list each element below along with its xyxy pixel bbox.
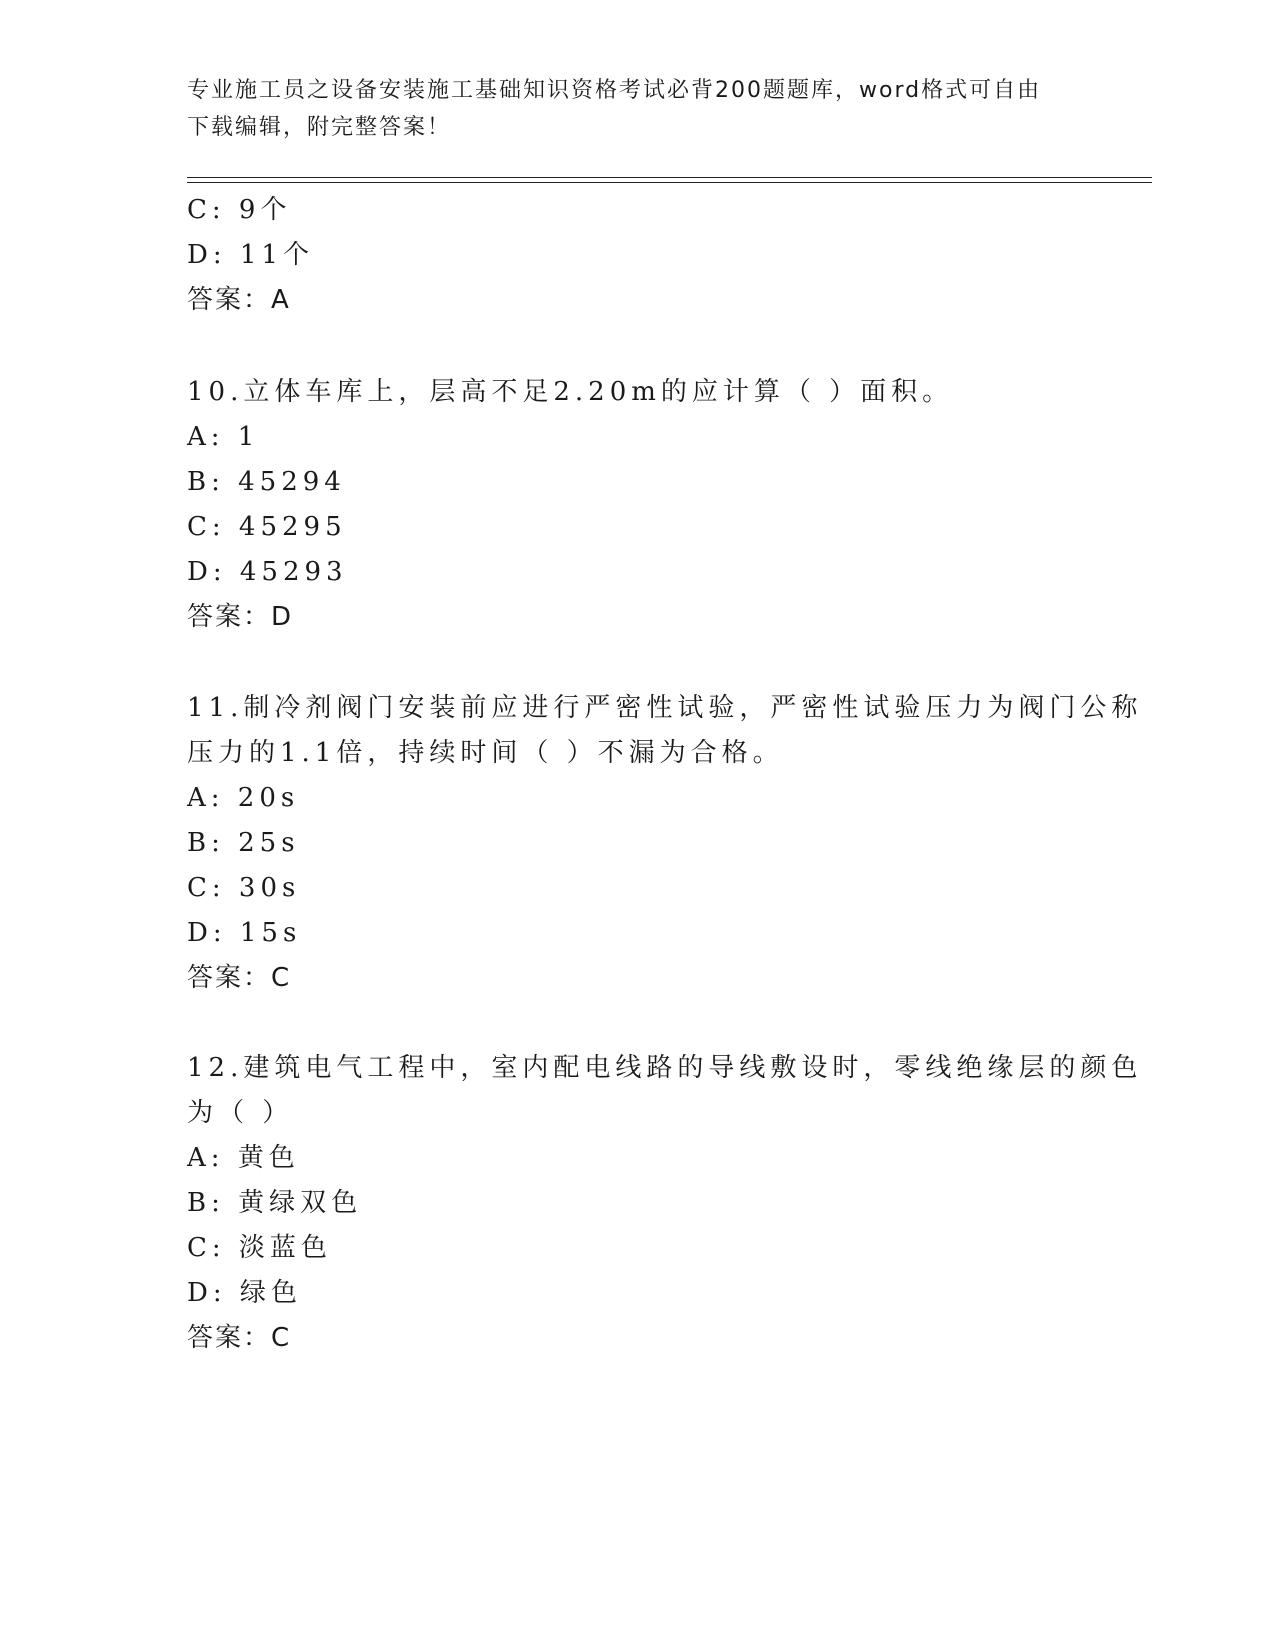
header-title-line-1: 专业施工员之设备安装施工基础知识资格考试必背200题题库，word格式可自由	[187, 78, 1042, 103]
question-10-option-c: C: 45295	[187, 512, 347, 542]
question-11-option-a: A: 20s	[187, 783, 300, 813]
question-10-option-d: D: 45293	[187, 557, 348, 587]
question-10-option-b: B: 45294	[187, 467, 346, 497]
question-12-option-d: D: 绿色	[187, 1278, 302, 1308]
header-title-line-2: 下载编辑，附完整答案！	[187, 115, 452, 140]
question-11-option-b: B: 25s	[187, 828, 300, 858]
question-12-stem-line-1: 12.建筑电气工程中，室内配电线路的导线敷设时，零线绝缘层的颜色	[187, 1053, 1143, 1083]
question-11-stem-line-2: 压力的1.1倍，持续时间（ ）不漏为合格。	[187, 738, 784, 768]
option-d: D: 11个	[187, 240, 314, 270]
question-10-option-a: A: 1	[187, 422, 260, 452]
option-c: C: 9个	[187, 195, 292, 225]
question-12-option-b: B: 黄绿双色	[187, 1188, 363, 1218]
document-header	[187, 72, 1087, 146]
question-11-answer: 答案：C	[187, 963, 292, 993]
question-12-option-a: A: 黄色	[187, 1143, 300, 1173]
header-divider-top	[187, 177, 1152, 178]
question-10-answer: 答案：D	[187, 602, 294, 632]
header-divider-bottom	[187, 182, 1152, 183]
question-12-stem-line-2: 为（ ）	[187, 1098, 294, 1128]
question-12-option-c: C: 淡蓝色	[187, 1233, 332, 1263]
question-12-answer: 答案：C	[187, 1323, 292, 1353]
question-11-option-d: D: 15s	[187, 918, 302, 948]
question-11-option-c: C: 30s	[187, 873, 301, 903]
question-11-stem-line-1: 11.制冷剂阀门安装前应进行严密性试验，严密性试验压力为阀门公称	[187, 693, 1143, 723]
answer-line: 答案：A	[187, 285, 291, 315]
question-10-stem: 10.立体车库上，层高不足2.20m的应计算（ ）面积。	[187, 377, 954, 407]
